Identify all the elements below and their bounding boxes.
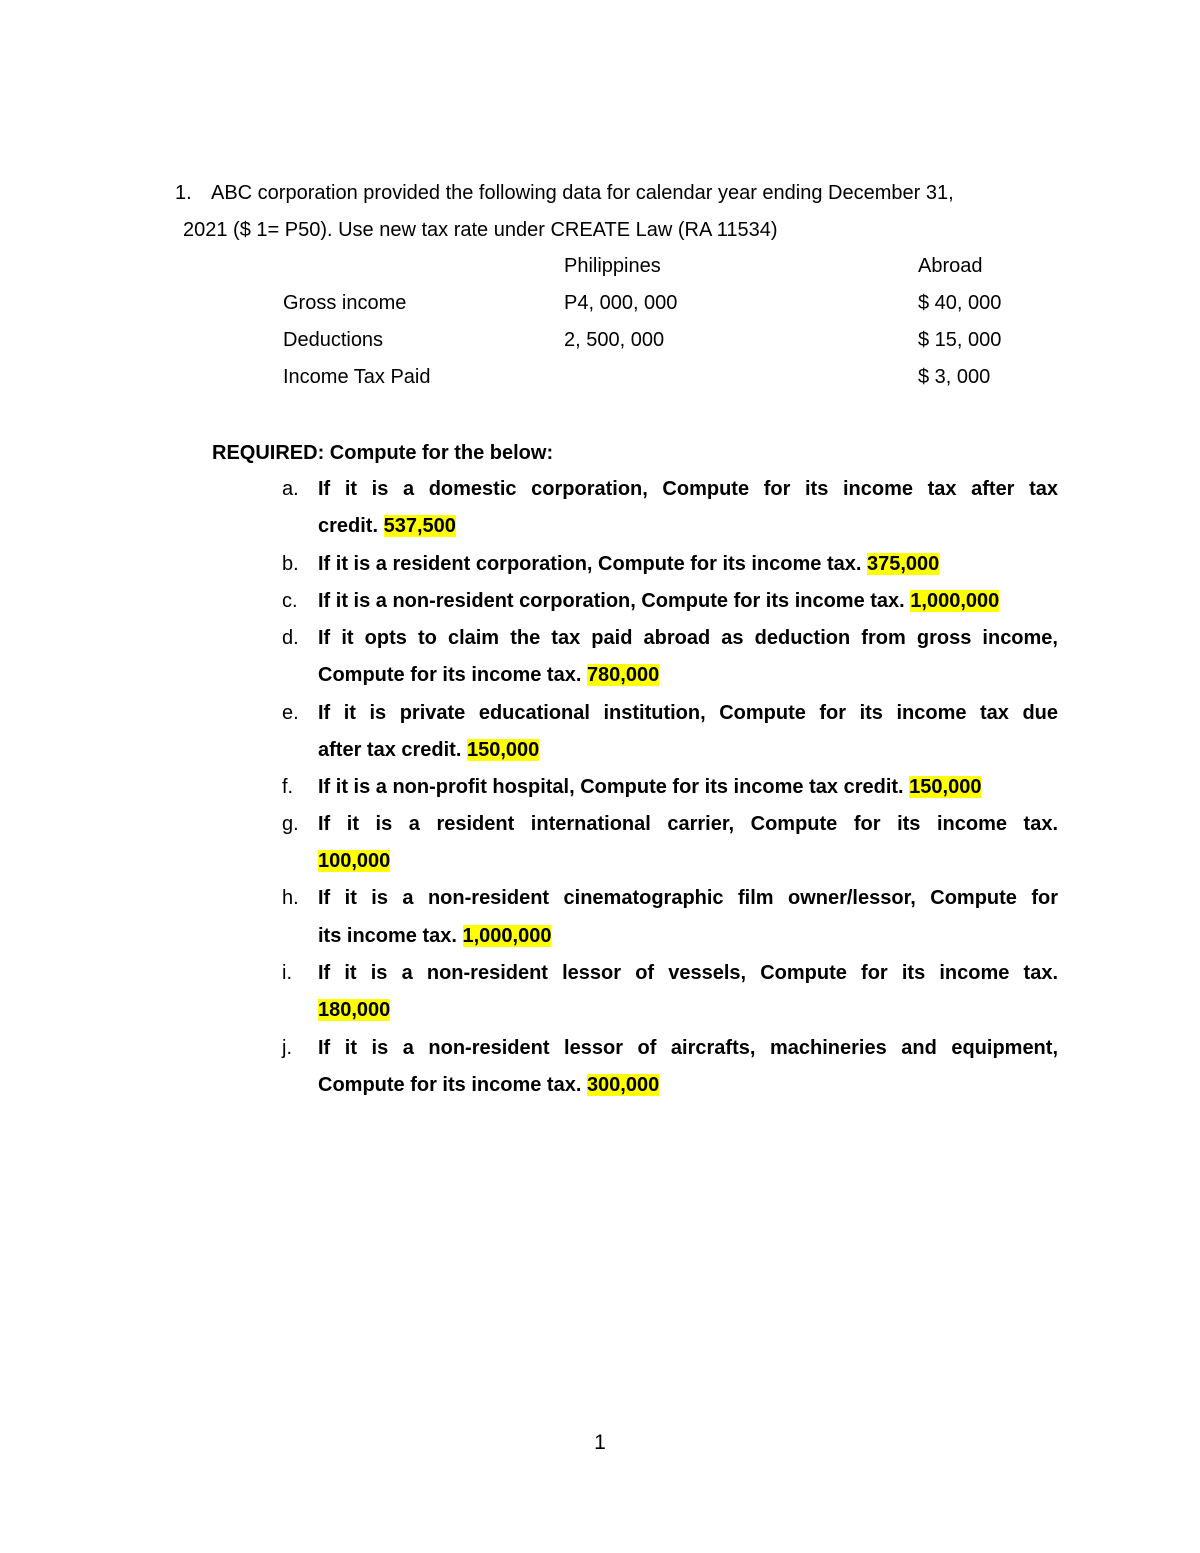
question-intro-line2: 2021 ($ 1= P50). Use new tax rate under CREATE Law (RA 11534) bbox=[183, 219, 778, 241]
required-heading bbox=[212, 441, 553, 465]
table-header-row bbox=[0, 254, 1200, 278]
item-text: If it is a non-resident corporation, Compute for its income tax. bbox=[318, 590, 905, 612]
table-cell: Gross income bbox=[283, 292, 407, 314]
answer-highlight: 1,000,000 bbox=[910, 590, 1000, 612]
item-letter: h. bbox=[282, 887, 299, 909]
item-text: Compute for its income tax. bbox=[318, 1074, 582, 1096]
page-number: 1 bbox=[594, 1431, 606, 1454]
list-item bbox=[318, 552, 1058, 576]
table-cell: 2, 500, 000 bbox=[564, 329, 665, 351]
list-item bbox=[318, 998, 1058, 1022]
table-cell: Income Tax Paid bbox=[283, 366, 431, 388]
list-item bbox=[318, 589, 1058, 613]
list-item bbox=[318, 663, 1058, 687]
item-text: If it is a non-resident lessor of vessels, Compute for its income tax. bbox=[318, 962, 1058, 984]
item-text: If it is a resident international carrier, Compute for its income tax. bbox=[318, 813, 1058, 835]
answer-highlight: 375,000 bbox=[866, 553, 940, 575]
answer-highlight: 100,000 bbox=[318, 850, 391, 872]
table-row bbox=[0, 291, 1200, 315]
list-item bbox=[318, 1073, 1058, 1097]
item-text: If it is a non-resident lessor of aircrafts, machineries and equipment, bbox=[318, 1037, 1058, 1059]
table-cell: $ 15, 000 bbox=[918, 329, 1002, 351]
item-letter: c. bbox=[282, 590, 298, 612]
item-letter: f. bbox=[282, 776, 294, 798]
item-letter: i. bbox=[282, 962, 292, 984]
table-cell: $ 3, 000 bbox=[918, 366, 991, 388]
item-letter: e. bbox=[282, 702, 299, 724]
answer-highlight: 150,000 bbox=[466, 739, 540, 761]
item-text: Compute for its income tax. bbox=[318, 664, 582, 686]
item-text: after tax credit. bbox=[318, 739, 462, 761]
list-item bbox=[318, 775, 1058, 799]
item-text: If it is private educational institution, Compute for its income tax due bbox=[318, 702, 1058, 724]
list-item bbox=[318, 514, 1058, 538]
item-text: If it is a non-resident cinematographic film owner/lessor, Compute for bbox=[318, 887, 1058, 909]
answer-highlight: 1,000,000 bbox=[462, 925, 552, 947]
item-letter: j. bbox=[282, 1037, 292, 1059]
answer-highlight: 180,000 bbox=[318, 999, 391, 1021]
item-text: If it is a resident corporation, Compute for its income tax. bbox=[318, 553, 862, 575]
table-cell: Deductions bbox=[283, 329, 384, 351]
question-intro-line1: ABC corporation provided the following data for calendar year ending December 31, bbox=[211, 182, 954, 204]
item-text: credit. bbox=[318, 515, 379, 537]
answer-highlight: 150,000 bbox=[909, 776, 982, 798]
required-text: : Compute for the below: bbox=[317, 442, 554, 464]
item-text: its income tax. bbox=[318, 925, 457, 947]
item-letter: d. bbox=[282, 627, 299, 649]
table-header-cell: Philippines bbox=[564, 255, 661, 277]
required-label: REQUIRED bbox=[212, 442, 318, 464]
table-row bbox=[0, 365, 1200, 389]
question-number: 1. bbox=[175, 182, 192, 204]
answer-highlight: 300,000 bbox=[586, 1074, 660, 1096]
table-cell: $ 40, 000 bbox=[918, 292, 1002, 314]
list-item bbox=[318, 924, 1058, 948]
item-text: If it is a non-profit hospital, Compute for its income tax credit. bbox=[318, 776, 904, 798]
item-letter: a. bbox=[282, 478, 299, 500]
item-letter: b. bbox=[282, 553, 299, 575]
list-item bbox=[318, 738, 1058, 762]
table-cell: P4, 000, 000 bbox=[564, 292, 678, 314]
item-letter: g. bbox=[282, 813, 299, 835]
table-header-cell: Abroad bbox=[918, 255, 983, 277]
item-text: If it is a domestic corporation, Compute for its income tax after tax bbox=[318, 478, 1058, 500]
item-text: If it opts to claim the tax paid abroad as deduction from gross income, bbox=[318, 627, 1058, 649]
list-item bbox=[318, 849, 1058, 873]
table-row bbox=[0, 328, 1200, 352]
answer-highlight: 537,500 bbox=[383, 515, 456, 537]
answer-highlight: 780,000 bbox=[586, 664, 660, 686]
